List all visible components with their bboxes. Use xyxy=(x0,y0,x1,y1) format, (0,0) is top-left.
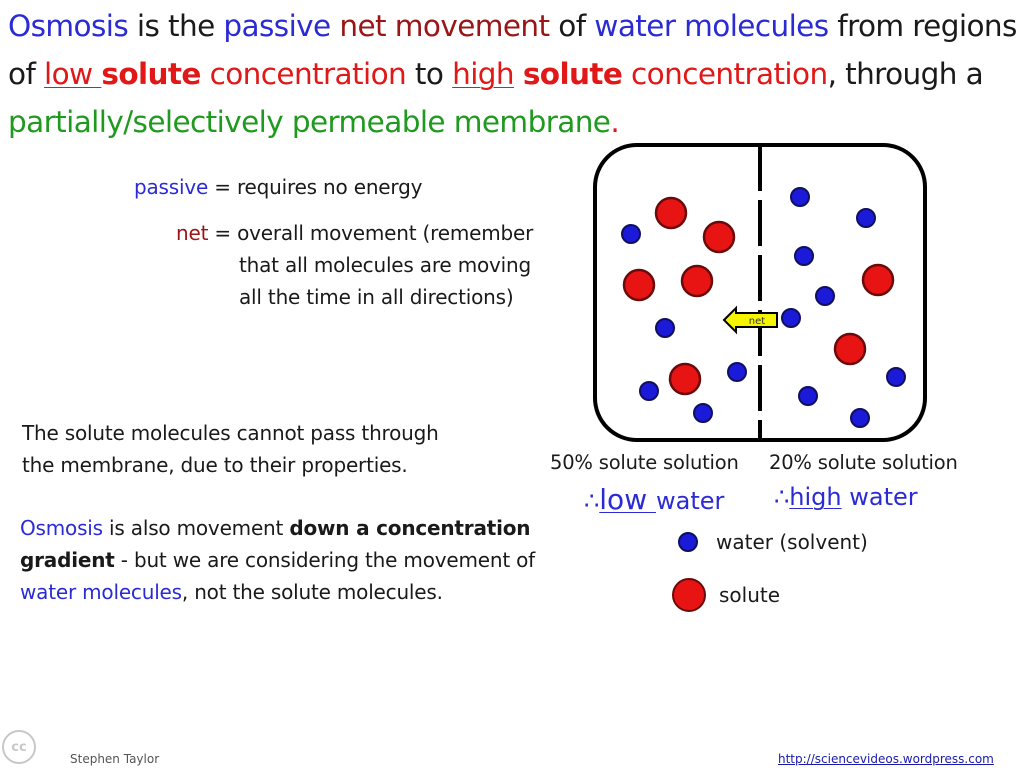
title-membrane: partially/selectively permeable membrane xyxy=(8,105,611,139)
note-text: - but we are considering the movement of xyxy=(114,548,536,572)
net-def-line2: that all molecules are moving xyxy=(239,253,531,277)
water-molecule xyxy=(656,319,674,337)
water-molecule xyxy=(795,247,813,265)
title-text: through a xyxy=(836,57,984,91)
title-text: , xyxy=(827,57,837,91)
water-molecule xyxy=(887,368,905,386)
solute-molecule xyxy=(704,222,734,252)
passive-definition xyxy=(134,171,422,203)
title-text: of xyxy=(549,9,595,43)
website-link[interactable]: http://sciencevideos.wordpress.com xyxy=(778,752,994,766)
right-water-label xyxy=(774,483,918,511)
solute-note-line1: The solute molecules cannot pass through xyxy=(22,421,439,445)
title-text: from regions of xyxy=(8,9,1017,91)
left-water-label xyxy=(584,483,724,516)
page-title xyxy=(8,2,1018,146)
water-molecule xyxy=(728,363,746,381)
note-water-molecules: water molecules xyxy=(20,580,182,604)
legend-solute-label: solute xyxy=(719,583,781,607)
water-molecule xyxy=(640,382,658,400)
water-molecule xyxy=(799,387,817,405)
passive-term: passive xyxy=(134,175,209,199)
osmosis-diagram xyxy=(590,140,930,445)
title-high: high xyxy=(452,57,515,91)
left-solution-label: 50% solute solution xyxy=(550,451,739,474)
title-low: low xyxy=(44,57,102,91)
solute-note-line2: the membrane, due to their properties. xyxy=(22,453,408,477)
title-text: to xyxy=(406,57,453,91)
solute-dot-icon xyxy=(672,578,706,612)
title-net-movement: net movement xyxy=(339,9,550,43)
water-molecule xyxy=(782,309,800,327)
right-solution-label: 20% solute solution xyxy=(769,451,958,474)
title-text: is the xyxy=(128,9,224,43)
water-word: water xyxy=(841,483,918,511)
title-solute: solute xyxy=(522,57,623,91)
solute-molecule xyxy=(863,265,893,295)
passive-def-text: = requires no energy xyxy=(208,175,423,199)
solute-note xyxy=(22,417,502,481)
title-concentration: concentration xyxy=(200,57,407,91)
water-dot-icon xyxy=(678,532,698,552)
net-term: net xyxy=(176,221,209,245)
legend-water-label: water (solvent) xyxy=(716,530,868,554)
solute-molecule xyxy=(835,334,865,364)
title-water-molecules: water molecules xyxy=(594,9,829,43)
solute-molecule xyxy=(624,270,654,300)
legend-solute xyxy=(672,578,780,612)
title-period: . xyxy=(610,105,620,139)
water-molecule xyxy=(791,188,809,206)
osmosis-note xyxy=(20,512,550,608)
high-word: high xyxy=(789,483,842,511)
creative-commons-icon: cc xyxy=(2,730,36,764)
title-passive: passive xyxy=(223,9,331,43)
title-solute: solute xyxy=(101,57,201,91)
therefore-symbol: ∴ xyxy=(774,483,790,511)
water-molecule xyxy=(622,225,640,243)
note-text: is also movement xyxy=(102,516,290,540)
therefore-symbol: ∴ xyxy=(584,487,600,515)
water-molecule xyxy=(857,209,875,227)
net-definition xyxy=(176,217,576,313)
solute-molecule xyxy=(656,198,686,228)
water-word: water xyxy=(656,487,725,515)
water-molecule xyxy=(816,287,834,305)
arrow-label: net xyxy=(748,316,766,327)
title-concentration: concentration xyxy=(622,57,828,91)
low-word: low xyxy=(599,483,656,516)
legend-water xyxy=(672,530,868,554)
water-molecule xyxy=(694,404,712,422)
net-def-line1: = overall movement (remember xyxy=(208,221,534,245)
solute-molecule xyxy=(670,364,700,394)
author-credit: Stephen Taylor xyxy=(70,752,160,766)
solute-molecule xyxy=(682,266,712,296)
net-def-line3: all the time in all directions) xyxy=(239,285,514,309)
title-osmosis: Osmosis xyxy=(8,9,129,43)
note-osmosis: Osmosis xyxy=(20,516,103,540)
note-bold: down a concentration gradient xyxy=(20,516,531,572)
note-text: , not the solute molecules. xyxy=(181,580,443,604)
water-molecule xyxy=(851,409,869,427)
